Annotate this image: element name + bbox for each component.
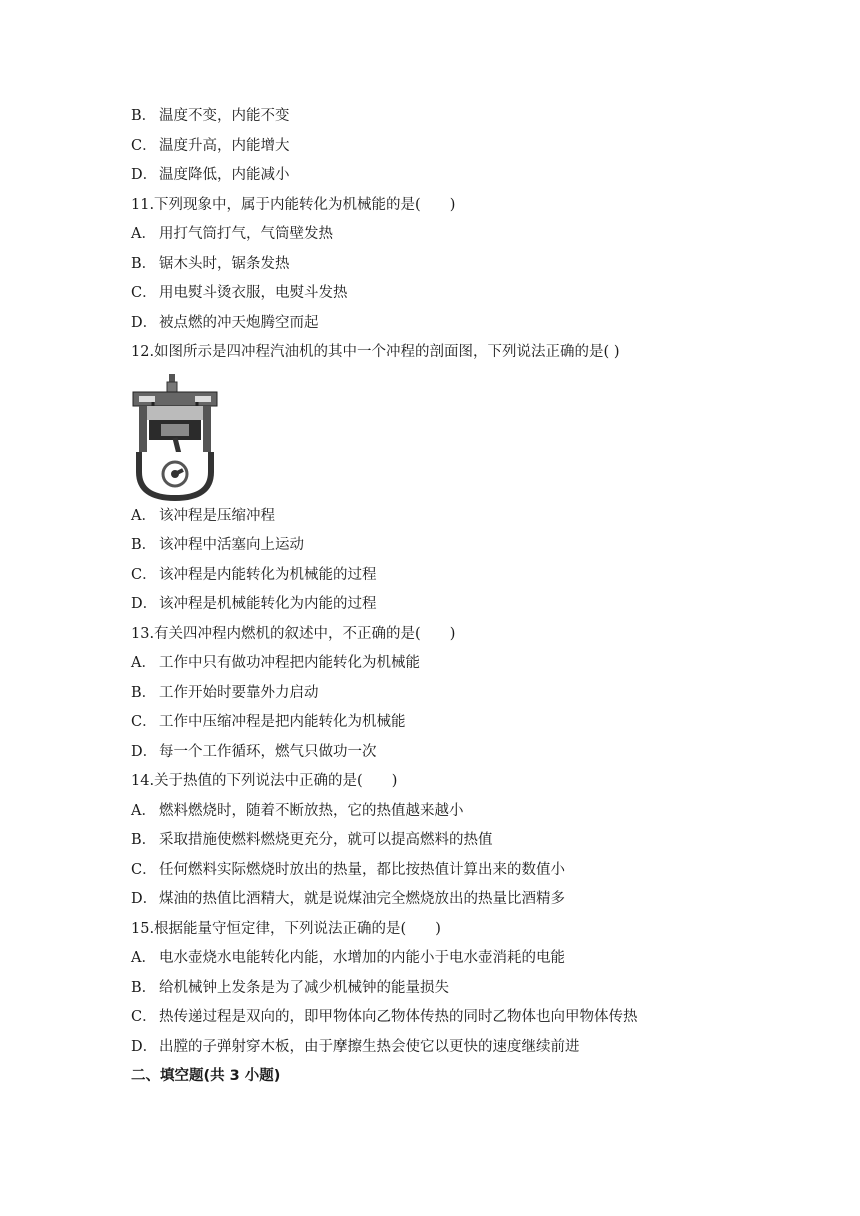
q10-options-continued <box>131 102 771 191</box>
option-b: B． 给机械钟上发条是为了减少机械钟的能量损失 <box>131 979 449 996</box>
question-14 <box>131 767 771 915</box>
question-stem: 13.有关四冲程内燃机的叙述中，不正确的是( ) <box>131 625 456 642</box>
question-stem: 11.下列现象中，属于内能转化为机械能的是( ) <box>131 196 456 213</box>
option-a: A． 用打气筒打气，气筒壁发热 <box>131 226 333 242</box>
option-c: C． 工作中压缩冲程是把内能转化为机械能 <box>131 714 406 730</box>
option-b: B． 锯木头时，锯条发热 <box>131 255 290 272</box>
question-11 <box>131 191 771 339</box>
document-page <box>131 102 771 1092</box>
question-stem: 14.关于热值的下列说法中正确的是( ) <box>131 773 398 789</box>
option-c: C． 任何燃料实际燃烧时放出的热量，都比按热值计算出来的数值小 <box>131 861 565 878</box>
option-d: D． 出膛的子弹射穿木板，由于摩擦生热会使它以更快的速度继续前进 <box>131 1038 580 1055</box>
option-d: D． 被点燃的冲天炮腾空而起 <box>131 314 319 331</box>
option-d: D． 温度降低，内能减小 <box>131 167 290 183</box>
option-c: C． 热传递过程是双向的，即甲物体向乙物体传热的同时乙物体也向甲物体传热 <box>131 1009 638 1025</box>
option-a: A． 工作中只有做功冲程把内能转化为机械能 <box>131 655 420 671</box>
option-d: D． 该冲程是机械能转化为内能的过程 <box>131 596 377 612</box>
question-15 <box>131 915 771 1063</box>
option-c: C． 温度升高，内能增大 <box>131 137 290 154</box>
question-stem: 15.根据能量守恒定律，下列说法正确的是( ) <box>131 920 441 937</box>
option-a: A． 燃料燃烧时，随着不断放热，它的热值越来越小 <box>131 802 464 819</box>
option-c: C． 该冲程是内能转化为机械能的过程 <box>131 566 377 583</box>
option-c: C． 用电熨斗烫衣服，电熨斗发热 <box>131 285 348 301</box>
option-a: A． 该冲程是压缩冲程 <box>131 507 275 524</box>
section-heading: 二、填空题(共 3 小题) <box>131 1068 281 1084</box>
option-d: D． 煤油的热值比酒精大，就是说煤油完全燃烧放出的热量比酒精多 <box>131 891 565 907</box>
question-13 <box>131 620 771 768</box>
engine-cross-section-icon <box>131 374 221 502</box>
option-b: B． 温度不变，内能不变 <box>131 108 290 124</box>
option-d: D． 每一个工作循环，燃气只做功一次 <box>131 743 377 760</box>
option-b: B． 工作开始时要靠外力启动 <box>131 684 319 701</box>
option-b: B． 该冲程中活塞向上运动 <box>131 537 304 553</box>
question-stem: 12.如图所示是四冲程汽油机的其中一个冲程的剖面图，下列说法正确的是( ) <box>131 344 620 360</box>
option-a: A． 电水壶烧水电能转化内能，水增加的内能小于电水壶消耗的电能 <box>131 950 565 966</box>
question-12 <box>131 338 771 620</box>
option-b: B． 采取措施使燃料燃烧更充分，就可以提高燃料的热值 <box>131 832 493 848</box>
